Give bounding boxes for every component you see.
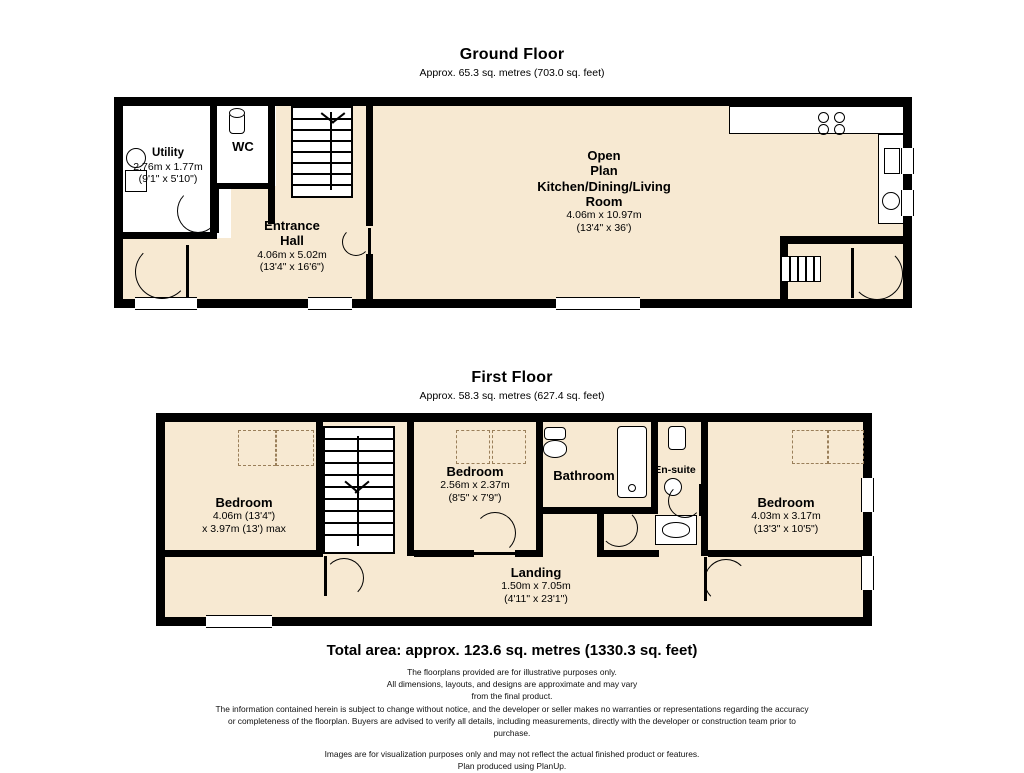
label-ensuite-name: En-suite [654,464,696,476]
stair-step [325,462,393,464]
wardrobe-icon [456,430,490,464]
label-ensuite [646,464,704,476]
bed1-partition-vert [316,422,323,556]
label-bedroom-1-name: Bedroom [215,495,273,510]
ensuite-toilet-icon [668,426,686,450]
label-bedroom-1-dims-a: 4.06m (13'4") [212,510,276,523]
wardrobe-icon [828,430,864,464]
label-bathroom [540,468,628,483]
label-landing-dims-m: 1.50m x 7.05m [501,580,571,593]
disclaimer-line-7: Images are for visualization purposes only and may not reflect the actual finished product or features. [324,749,700,760]
label-utility-dims-m: 2.76m x 1.77m [133,160,203,173]
label-entrance-hall-dims-ft: (13'4" x 16'6") [259,261,325,274]
door-bathroom-arc [600,509,638,547]
label-open-plan-name2: Plan [590,163,618,179]
shower-drain-icon [662,522,690,538]
label-utility-name: Utility [152,147,184,159]
disclaimer-spacer [0,739,1024,748]
label-bedroom-1-dims-b: x 3.97m (13') max [202,522,286,535]
disclaimer-block [0,666,1024,773]
wardrobe-icon [792,430,828,464]
disclaimer-line-8: Plan produced using PlanUp. [457,761,567,772]
label-landing-name: Landing [510,565,562,580]
total-area-text: Total area: approx. 123.6 sq. metres (1330.3 sq. feet) [326,642,698,659]
disclaimer-line-5: or completeness of the floorplan. Buyers are advised to verify all details, including measurements, directly with the developer or construction team prior to [228,715,796,726]
label-bedroom-3-name: Bedroom [757,495,815,510]
basin-counter-icon [544,427,566,440]
first-wall-right [863,413,872,626]
window-first-side-1 [861,478,874,512]
label-bedroom-3-dims-ft: (13'3" x 10'5") [753,522,819,535]
stair-step [325,438,393,440]
window-first-front-1 [206,615,272,628]
disclaimer-line-1: The floorplans provided are for illustrative purposes only. [407,667,617,677]
door-bed2-arc [474,512,516,554]
label-open-plan-dims-ft: (13'4" x 36') [576,221,632,234]
ground-floor-subtitle: Approx. 65.3 sq. metres (703.0 sq. feet) [419,67,605,79]
label-open-plan-name4: Room [585,193,623,209]
first-floor-subtitle: Approx. 58.3 sq. metres (627.4 sq. feet) [419,390,605,402]
bed2-partition-bottom-left [414,550,474,557]
bed3-partition-horiz [708,550,868,557]
stair-step [325,474,393,476]
label-bedroom-2-dims-m: 2.56m x 2.37m [440,479,510,492]
label-utility-dims-ft: (9'1" x 5'10") [138,172,198,185]
stair-step [325,510,393,512]
stair-step [325,450,393,452]
label-entrance-hall-name1: Entrance [264,218,320,233]
disclaimer-line-4: The information contained herein is subject to change without notice, and the developer or seller makes no warranties or representations regarding the accuracy [215,703,809,714]
landing-partition-left [407,422,414,556]
label-bedroom-2-name: Bedroom [446,464,504,479]
ground-floor-title: Ground Floor [459,46,565,63]
first-wall-left [156,413,165,626]
label-bedroom-3-dims-m: 4.03m x 3.17m [751,510,821,523]
label-entrance-hall-dims-m: 4.06m x 5.02m [257,248,327,261]
label-bedroom-1 [170,495,318,535]
disclaimer-line-3: from the final product. [471,691,553,702]
label-entrance-hall-name2: Hall [280,233,304,249]
label-bedroom-2 [416,464,534,504]
bath-drain-icon [628,484,636,492]
label-open-plan-dims-m: 4.06m x 10.97m [566,209,642,222]
label-landing-dims-ft: (4'11" x 23'1") [504,592,568,605]
label-open-plan-name1: Open [587,148,621,163]
wardrobe-icon [492,430,526,464]
bed3-partition-vert [701,422,708,556]
label-bedroom-2-dims-ft: (8'5" x 7'9") [448,491,502,504]
disclaimer-line-2: All dimensions, layouts, and designs are approximate and may vary [386,679,638,690]
label-bedroom-3 [712,495,860,535]
wardrobe-icon [238,430,276,466]
door-ensuite-arc [668,484,702,518]
stair-step [325,498,393,500]
wardrobe-icon [276,430,314,466]
lobby-bottom-wall [597,550,659,557]
first-wall-top [156,413,872,422]
door-bed3-arc [704,559,748,603]
disclaimer-line-6: purchase. [493,727,531,738]
label-bathroom-name: Bathroom [553,468,615,483]
label-wc-name: WC [232,139,254,154]
stair-step [325,534,393,536]
label-open-plan-name3: Kitchen/Dining/Living [537,178,671,194]
basin-icon [543,440,567,458]
bathroom-partition-left [536,422,543,556]
label-landing [462,565,610,605]
first-floor-title: First Floor [471,369,553,386]
door-bed1-arc [324,558,364,598]
window-first-side-2 [861,556,874,590]
bed1-partition-horiz [165,550,323,557]
stair-step [325,522,393,524]
